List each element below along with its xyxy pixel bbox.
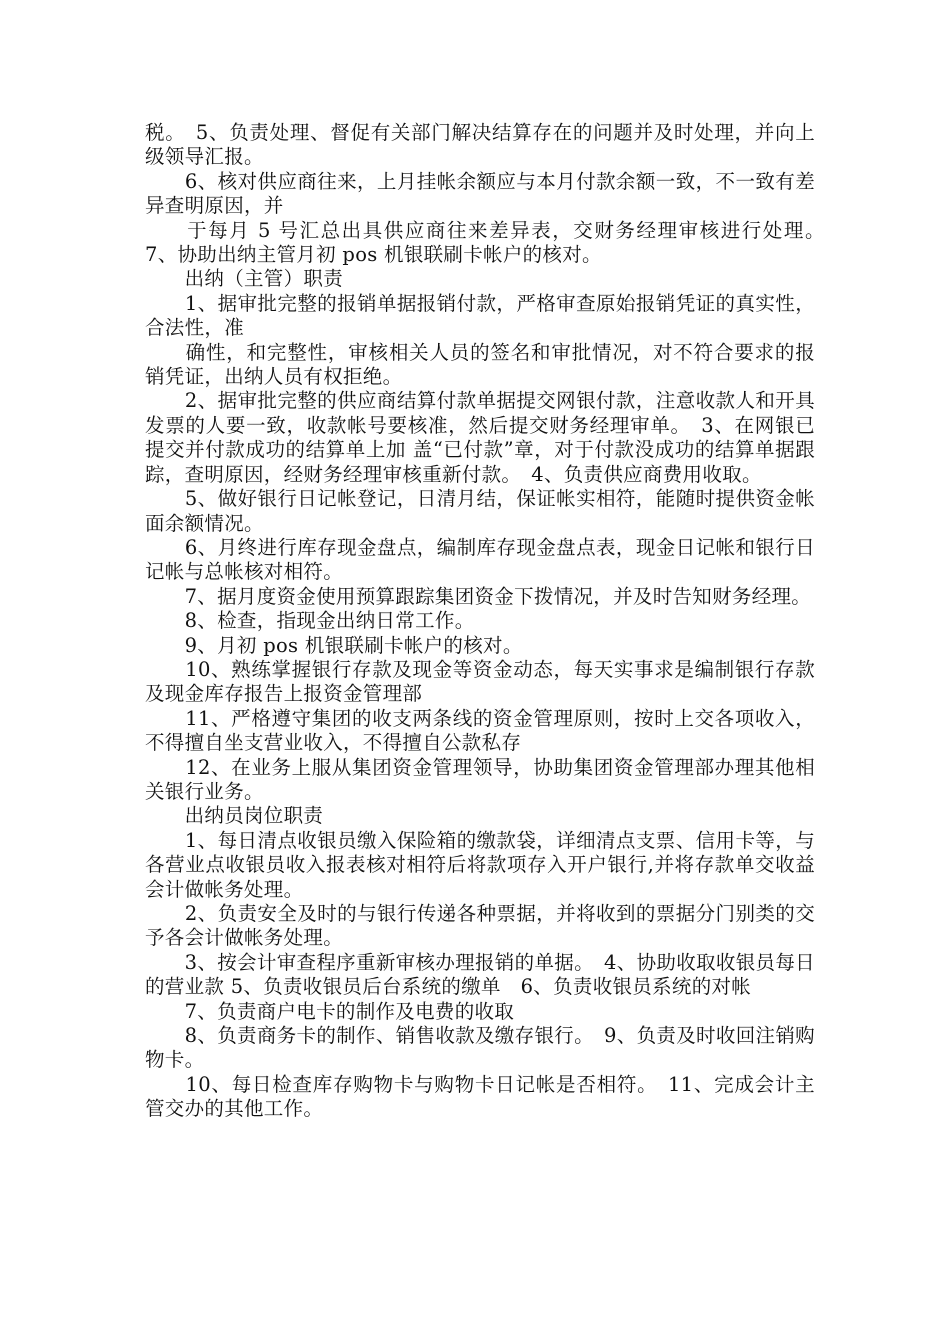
paragraph: 10、每日检查库存购物卡与购物卡日记帐是否相符。 11、完成会计主管交办的其他工作。 bbox=[145, 1072, 815, 1121]
document-body bbox=[145, 121, 835, 1122]
paragraph: 2、负责安全及时的与银行传递各种票据，并将收到的票据分门别类的交予各会计做帐务处理。 bbox=[145, 902, 815, 950]
section-heading: 出纳（主管）职责 bbox=[145, 267, 344, 291]
paragraph: 9、月初 pos 机银联刷卡帐户的核对。 bbox=[145, 633, 523, 657]
paragraph: 8、检查，指现金出纳日常工作。 bbox=[145, 609, 475, 633]
section-heading: 出纳员岗位职责 bbox=[145, 804, 324, 828]
paragraph: 10、熟练掌握银行存款及现金等资金动态，每天实事求是编制银行存款及现金库存报告上报资金管理部 bbox=[145, 657, 815, 706]
paragraph: 1、据审批完整的报销单据报销付款，严格审查原始报销凭证的真实性，合法性，准 bbox=[145, 291, 815, 340]
paragraph: 确性，和完整性，审核相关人员的签名和审批情况，对不符合要求的报销凭证，出纳人员有权拒绝。 bbox=[145, 340, 815, 389]
paragraph: 7、据月度资金使用预算跟踪集团资金下拨情况，并及时告知财务经理。 bbox=[145, 584, 812, 608]
paragraph: 2、据审批完整的供应商结算付款单据提交网银付款，注意收款人和开具发票的人要一致，收款帐号要核准，然后提交财务经理审单。 3、在网银已提交并付款成功的结算单上加 盖“已付款”章，对于付款没成功的结算单据跟踪，查明原因，经财务经理审核重新付款。 4、负责供应商费用收取。 bbox=[145, 389, 815, 486]
paragraph: 1、每日清点收银员缴入保险箱的缴款袋，详细清点支票、信用卡等，与各营业点收银员收入报表核对相符后将款项存入开户银行,并将存款单交收益会计做帐务处理。 bbox=[145, 828, 815, 901]
paragraph: 税。 5、负责处理、督促有关部门解决结算存在的问题并及时处理，并向上级领导汇报。 bbox=[145, 121, 815, 169]
paragraph: 于每月 5 号汇总出具供应商往来差异表，交财务经理审核进行处理。 7、协助出纳主管月初 pos 机银联刷卡帐户的核对。 bbox=[145, 218, 835, 267]
paragraph: 7、负责商户电卡的制作及电费的收取 bbox=[145, 999, 515, 1023]
paragraph: 12、在业务上服从集团资金管理领导，协助集团资金管理部办理其他相关银行业务。 bbox=[145, 755, 815, 803]
paragraph: 5、做好银行日记帐登记，日清月结，保证帐实相符，能随时提供资金帐面余额情况。 bbox=[145, 487, 815, 535]
paragraph: 6、核对供应商往来，上月挂帐余额应与本月付款余额一致，不一致有差异查明原因，并 bbox=[145, 169, 815, 218]
paragraph: 11、严格遵守集团的收支两条线的资金管理原则，按时上交各项收入，不得擅自坐支营业收入，不得擅自公款私存 bbox=[145, 706, 815, 755]
paragraph: 3、按会计审查程序重新审核办理报销的单据。 4、协助收取收银员每日的营业款 5、负责收银员后台系统的缴单 6、负责收银员系统的对帐 bbox=[145, 950, 815, 999]
paragraph: 8、负责商务卡的制作、销售收款及缴存银行。 9、负责及时收回注销购物卡。 bbox=[145, 1024, 815, 1072]
paragraph: 6、月终进行库存现金盘点，编制库存现金盘点表，现金日记帐和银行日记帐与总帐核对相符。 bbox=[145, 535, 815, 584]
